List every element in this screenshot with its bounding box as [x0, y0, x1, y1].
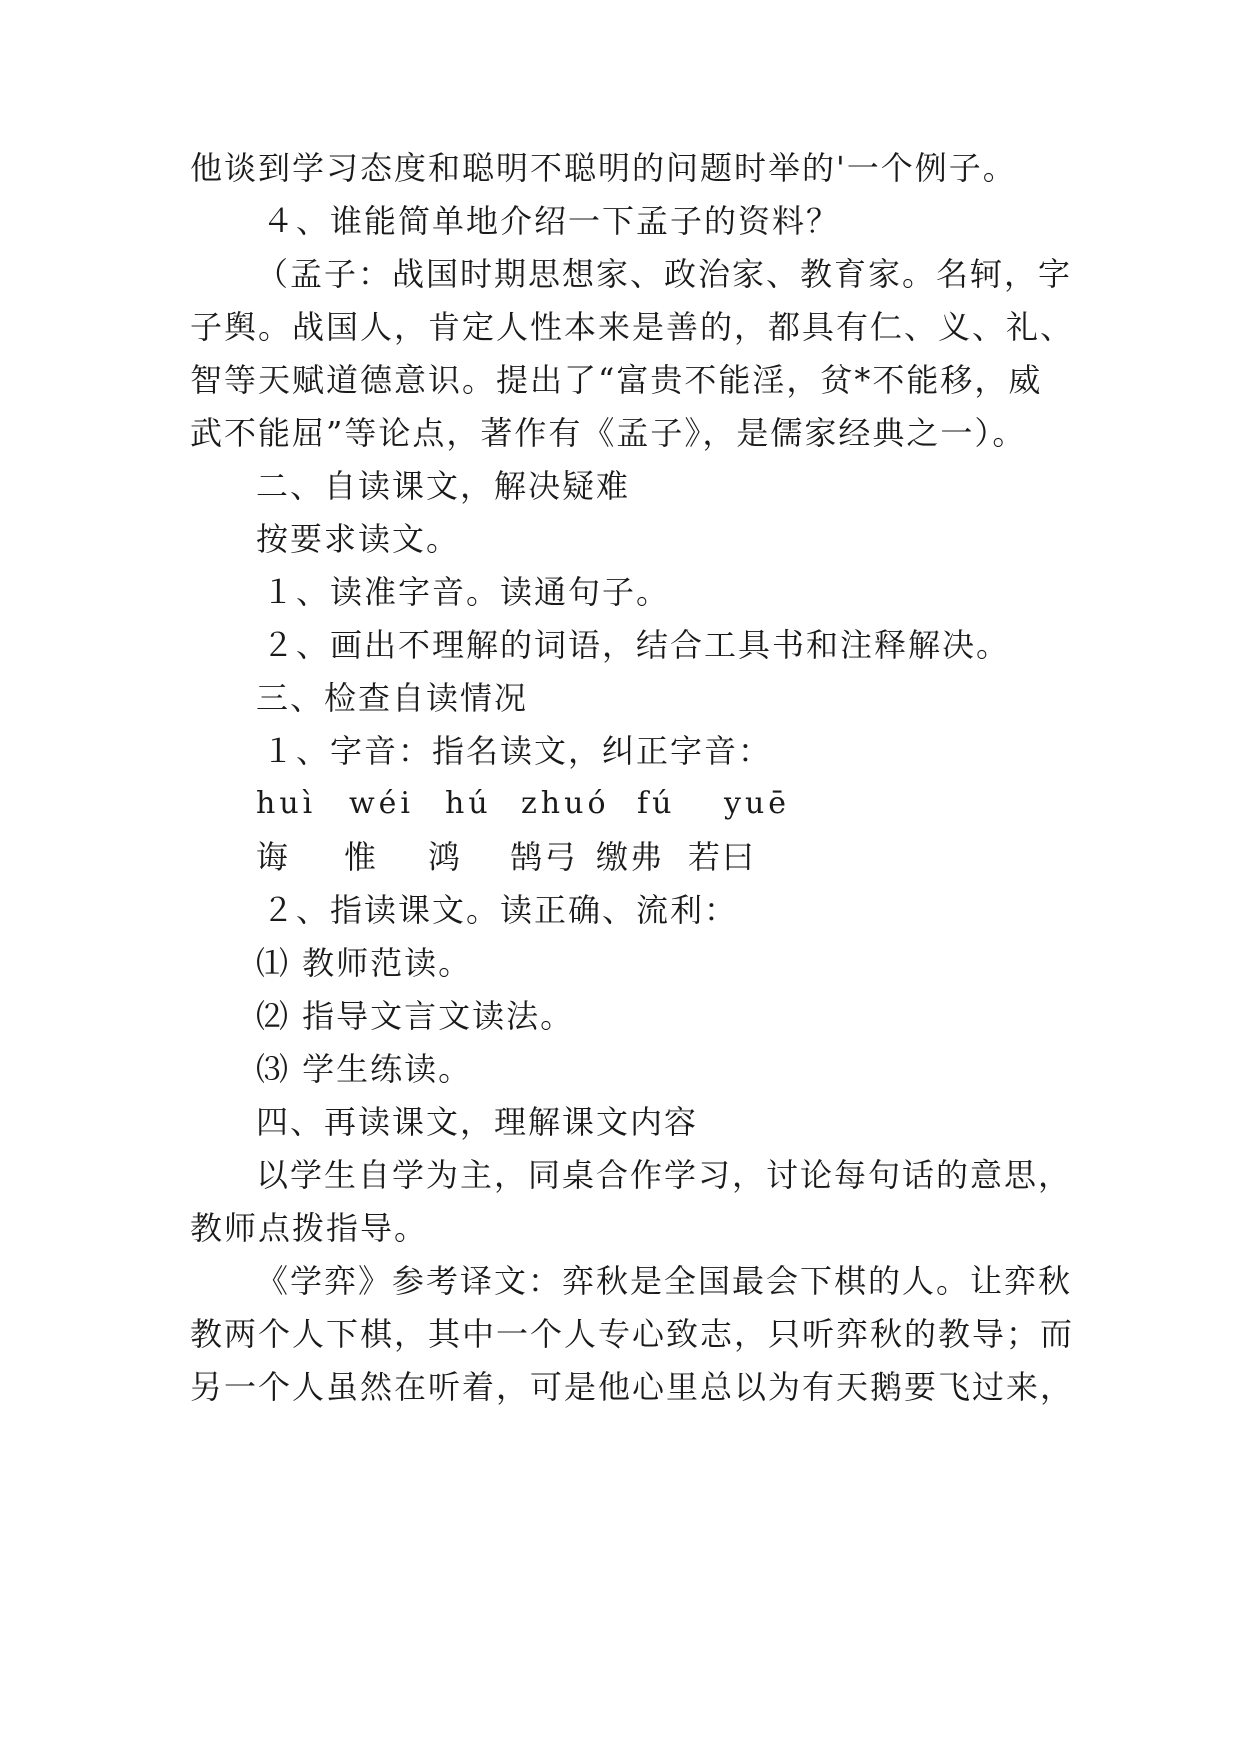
paragraph-line: 教师点拨指导。: [190, 1209, 429, 1247]
list-item: １、读准字音。读通句子。: [262, 573, 671, 611]
pinyin-item: yuē: [724, 786, 791, 821]
character-item: 若曰: [688, 838, 757, 876]
paragraph-line: 《学弈》参考译文：弈秋是全国最会下棋的人。让弈秋: [256, 1262, 1073, 1300]
character-item: 鸿: [428, 838, 463, 876]
paragraph-line: 武不能屈”等论点，著作有《孟子》，是儒家经典之一）。: [190, 414, 1027, 452]
character-item: 诲: [256, 838, 291, 876]
list-item: ２、画出不理解的词语，结合工具书和注释解决。: [262, 626, 1011, 664]
pinyin-item: hú: [445, 786, 492, 821]
paragraph-line: 智等天赋道德意识。提出了“富贵不能淫，贫*不能移，威: [190, 361, 1043, 399]
section-heading: 二、自读课文，解决疑难: [256, 467, 631, 505]
list-item: ⑴ 教师范读。: [256, 944, 473, 982]
question-heading: ４、谁能简单地介绍一下孟子的资料？: [262, 202, 841, 240]
section-heading: 四、再读课文，理解课文内容: [256, 1103, 699, 1141]
paragraph-line: 他谈到学习态度和聪明不聪明的问题时举的'一个例子。: [190, 149, 1017, 187]
character-item: 鹄弓: [510, 838, 579, 876]
paragraph-line: 按要求读文。: [256, 520, 461, 558]
pinyin-item: zhuó: [521, 786, 610, 821]
paragraph-line: 教两个人下棋，其中一个人专心致志，只听弈秋的教导；而: [190, 1315, 1075, 1353]
paragraph-line: 另一个人虽然在听着，可是他心里总以为有天鹅要飞过来，: [190, 1368, 1075, 1406]
pinyin-item: wéi: [349, 786, 415, 821]
list-item: ⑶ 学生练读。: [256, 1050, 473, 1088]
character-item: 缴弗: [596, 838, 665, 876]
character-row: [256, 837, 876, 877]
paragraph-line: 以学生自学为主，同桌合作学习，讨论每句话的意思，: [256, 1156, 1073, 1194]
pinyin-item: huì: [256, 786, 317, 821]
paragraph-line: 子舆。战国人，肯定人性本来是善的，都具有仁、义、礼、: [190, 308, 1075, 346]
list-item: ⑵ 指导文言文读法。: [256, 997, 575, 1035]
pinyin-row: [256, 784, 876, 824]
list-item: １、字音：指名读文，纠正字音：: [262, 732, 773, 770]
character-item: 惟: [344, 838, 379, 876]
section-heading: 三、检查自读情况: [256, 679, 529, 717]
paragraph-line: （孟子：战国时期思想家、政治家、教育家。名轲，字: [256, 255, 1073, 293]
pinyin-item: fú: [637, 786, 676, 821]
list-item: ２、指读课文。读正确、流利：: [262, 891, 739, 929]
